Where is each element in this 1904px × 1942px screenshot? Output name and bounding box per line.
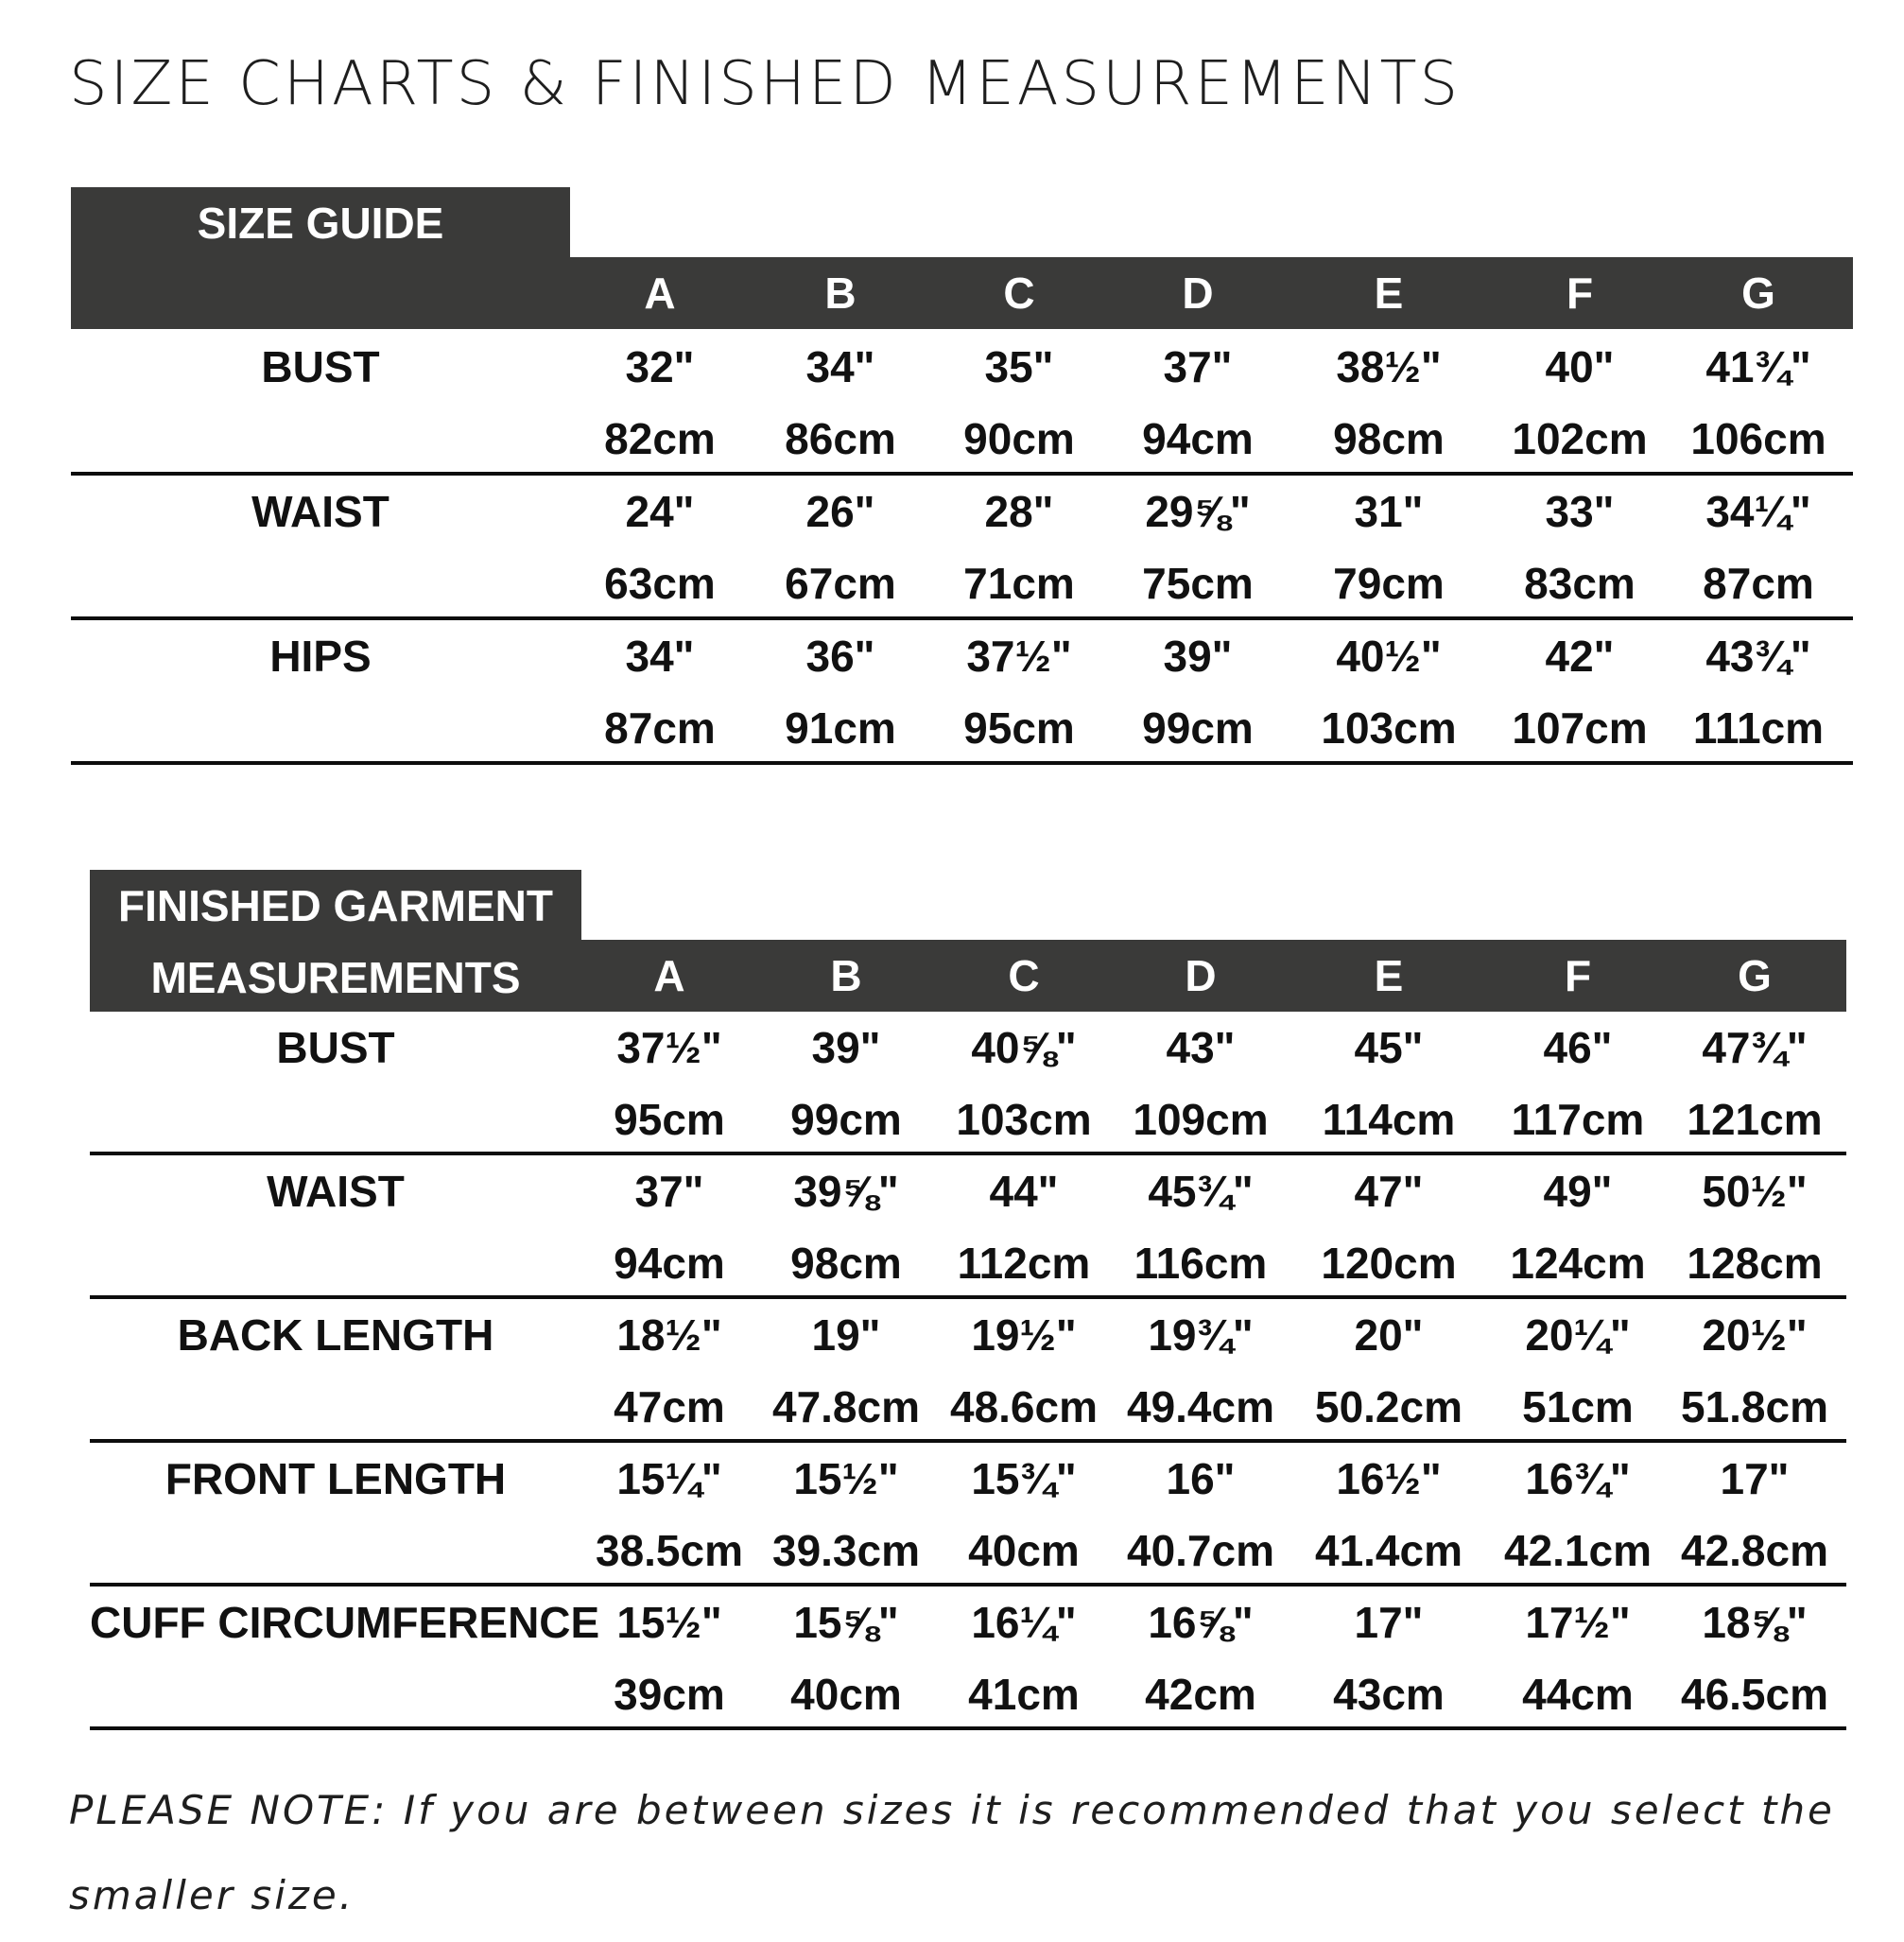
cell-cm-g: 128cm — [1687, 1239, 1823, 1288]
cell-cm-g: 106cm — [1690, 414, 1826, 463]
cell-cm-g: 111cm — [1692, 703, 1825, 753]
table-row — [90, 1587, 1846, 1730]
cell-cm-b: 39.3cm — [771, 1526, 920, 1575]
column-header-c: C — [1008, 951, 1040, 1000]
cell-cm-b: 98cm — [790, 1239, 902, 1288]
cell-inches-f: 33" — [1545, 487, 1615, 536]
cell-cm-c: 90cm — [963, 414, 1075, 463]
column-header-b: B — [830, 951, 862, 1000]
cell-inches-a: 32" — [625, 342, 695, 391]
cell-cm-a: 38.5cm — [595, 1526, 743, 1575]
cell-cm-a: 39cm — [614, 1670, 725, 1719]
cell-inches-b: 19" — [811, 1310, 881, 1360]
finished-garment-table — [90, 870, 1846, 1732]
cell-cm-c: 71cm — [963, 559, 1075, 608]
cell-inches-f: 42" — [1545, 632, 1615, 681]
cell-cm-e: 114cm — [1322, 1095, 1456, 1144]
cell-cm-c: 48.6cm — [949, 1382, 1098, 1431]
cell-cm-d: 99cm — [1142, 703, 1254, 753]
cell-inches-a: 15¼" — [616, 1454, 722, 1503]
note-text: PLEASE NOTE: If you are between sizes it is recommended that you select the smaller size. — [69, 1787, 1835, 1918]
finished-garment-title — [90, 870, 581, 1012]
page-title: SIZE CHARTS & FINISHED MEASUREMENTS — [69, 49, 1462, 119]
row-label: BUST — [276, 1023, 395, 1072]
cell-inches-a: 18½" — [616, 1310, 722, 1360]
cell-inches-c: 15¾" — [971, 1454, 1077, 1503]
cell-cm-d: 109cm — [1133, 1095, 1269, 1144]
cell-inches-a: 34" — [625, 632, 695, 681]
cell-cm-b: 99cm — [790, 1095, 902, 1144]
cell-cm-c: 95cm — [963, 703, 1075, 753]
cell-cm-e: 41.4cm — [1314, 1526, 1463, 1575]
cell-cm-a: 87cm — [604, 703, 716, 753]
cell-inches-f: 16¾" — [1525, 1454, 1631, 1503]
cell-inches-d: 45¾" — [1148, 1167, 1254, 1216]
cell-cm-b: 67cm — [785, 559, 896, 608]
cell-inches-c: 44" — [989, 1167, 1059, 1216]
cell-cm-d: 75cm — [1142, 559, 1254, 608]
cell-inches-c: 35" — [984, 342, 1054, 391]
table-row — [71, 476, 1853, 620]
cell-inches-b: 15½" — [793, 1454, 899, 1503]
row-label: CUFF CIRCUMFERENCE — [90, 1598, 600, 1647]
cell-inches-c: 28" — [984, 487, 1054, 536]
cell-inches-g: 50½" — [1702, 1167, 1808, 1216]
cell-cm-g: 87cm — [1703, 559, 1814, 608]
cell-inches-f: 17½" — [1525, 1598, 1631, 1647]
row-label: FRONT LENGTH — [164, 1454, 507, 1503]
row-label: WAIST — [267, 1167, 405, 1216]
cell-inches-c: 40⅝" — [971, 1023, 1077, 1072]
cell-cm-e: 98cm — [1333, 414, 1445, 463]
cell-cm-e: 79cm — [1333, 559, 1445, 608]
column-header-a: A — [644, 269, 676, 318]
cell-inches-a: 37½" — [616, 1023, 722, 1072]
cell-inches-e: 47" — [1354, 1167, 1424, 1216]
column-header-g: G — [1741, 269, 1775, 318]
cell-cm-b: 47.8cm — [771, 1382, 920, 1431]
row-label: BACK LENGTH — [177, 1310, 494, 1360]
column-header-d: D — [1182, 269, 1214, 318]
cell-cm-f: 51cm — [1522, 1382, 1634, 1431]
cell-cm-g: 42.8cm — [1680, 1526, 1828, 1575]
cell-inches-b: 34" — [805, 342, 875, 391]
cell-inches-d: 37" — [1163, 342, 1233, 391]
cell-cm-d: 116cm — [1134, 1239, 1268, 1288]
cell-cm-g: 121cm — [1687, 1095, 1823, 1144]
cell-cm-c: 40cm — [968, 1526, 1080, 1575]
cell-cm-d: 49.4cm — [1126, 1382, 1274, 1431]
column-header-c: C — [1003, 269, 1035, 318]
table-row — [71, 620, 1853, 765]
row-label: HIPS — [269, 632, 372, 681]
cell-cm-g: 46.5cm — [1680, 1670, 1828, 1719]
cell-inches-b: 36" — [805, 632, 875, 681]
cell-inches-b: 39⅝" — [793, 1167, 899, 1216]
table-row — [90, 1443, 1846, 1587]
cell-inches-d: 19¾" — [1148, 1310, 1254, 1360]
cell-cm-b: 40cm — [790, 1670, 902, 1719]
row-label: WAIST — [251, 487, 389, 536]
cell-inches-g: 41¾" — [1705, 342, 1811, 391]
cell-cm-b: 91cm — [785, 703, 896, 753]
row-divider — [71, 761, 1853, 765]
cell-inches-d: 39" — [1163, 632, 1233, 681]
cell-cm-e: 103cm — [1321, 703, 1457, 753]
cell-cm-c: 41cm — [968, 1670, 1080, 1719]
cell-cm-a: 82cm — [604, 414, 716, 463]
cell-inches-g: 34¼" — [1705, 487, 1811, 536]
cell-inches-c: 16¼" — [971, 1598, 1077, 1647]
row-divider — [90, 1726, 1846, 1730]
cell-inches-a: 15½" — [616, 1598, 722, 1647]
cell-cm-f: 107cm — [1512, 703, 1648, 753]
cell-cm-d: 94cm — [1142, 414, 1254, 463]
cell-cm-c: 103cm — [956, 1095, 1092, 1144]
cell-cm-d: 42cm — [1145, 1670, 1256, 1719]
cell-cm-a: 95cm — [614, 1095, 725, 1144]
cell-cm-g: 51.8cm — [1680, 1382, 1828, 1431]
cell-inches-e: 20" — [1354, 1310, 1424, 1360]
cell-inches-e: 17" — [1354, 1598, 1424, 1647]
cell-inches-b: 15⅝" — [793, 1598, 899, 1647]
column-header-f: F — [1566, 269, 1594, 318]
table-row — [90, 1155, 1846, 1299]
cell-cm-f: 117cm — [1511, 1095, 1645, 1144]
cell-cm-f: 124cm — [1510, 1239, 1646, 1288]
column-header-e: E — [1374, 951, 1404, 1000]
cell-cm-e: 43cm — [1333, 1670, 1445, 1719]
column-header-e: E — [1374, 269, 1404, 318]
column-header-g: G — [1738, 951, 1772, 1000]
cell-inches-g: 20½" — [1702, 1310, 1808, 1360]
table-row — [90, 1299, 1846, 1443]
cell-inches-d: 16" — [1166, 1454, 1236, 1503]
cell-inches-g: 43¾" — [1705, 632, 1811, 681]
column-header-a: A — [653, 951, 685, 1000]
cell-inches-a: 37" — [634, 1167, 704, 1216]
cell-inches-e: 31" — [1354, 487, 1424, 536]
cell-inches-b: 39" — [811, 1023, 881, 1072]
column-header-f: F — [1564, 951, 1592, 1000]
cell-inches-c: 19½" — [971, 1310, 1077, 1360]
cell-inches-d: 43" — [1166, 1023, 1236, 1072]
row-label: BUST — [261, 342, 380, 391]
cell-inches-g: 47¾" — [1702, 1023, 1808, 1072]
cell-inches-e: 40½" — [1336, 632, 1442, 681]
cell-cm-e: 50.2cm — [1314, 1382, 1463, 1431]
column-header-b: B — [824, 269, 857, 318]
cell-cm-a: 63cm — [604, 559, 716, 608]
cell-cm-f: 102cm — [1512, 414, 1648, 463]
cell-cm-d: 40.7cm — [1126, 1526, 1274, 1575]
finished-garment-title-line1: FINISHED GARMENT — [118, 881, 553, 930]
cell-inches-f: 46" — [1543, 1023, 1613, 1072]
cell-cm-f: 44cm — [1522, 1670, 1634, 1719]
cell-cm-f: 83cm — [1524, 559, 1636, 608]
finished-garment-title-line2: MEASUREMENTS — [150, 953, 521, 1002]
cell-cm-c: 112cm — [957, 1239, 1091, 1288]
cell-inches-b: 26" — [805, 487, 875, 536]
cell-inches-a: 24" — [625, 487, 695, 536]
cell-cm-e: 120cm — [1321, 1239, 1457, 1288]
cell-inches-f: 40" — [1545, 342, 1615, 391]
cell-inches-g: 17" — [1720, 1454, 1790, 1503]
cell-inches-g: 18⅝" — [1702, 1598, 1808, 1647]
cell-cm-a: 47cm — [614, 1382, 725, 1431]
column-header-d: D — [1185, 951, 1217, 1000]
table-row — [90, 1012, 1846, 1155]
cell-cm-b: 86cm — [785, 414, 896, 463]
cell-inches-f: 49" — [1543, 1167, 1613, 1216]
cell-cm-a: 94cm — [614, 1239, 725, 1288]
cell-inches-c: 37½" — [966, 632, 1072, 681]
cell-inches-d: 16⅝" — [1148, 1598, 1254, 1647]
cell-inches-f: 20¼" — [1525, 1310, 1631, 1360]
cell-inches-d: 29⅝" — [1145, 487, 1251, 536]
cell-inches-e: 16½" — [1336, 1454, 1442, 1503]
table-row — [71, 331, 1853, 476]
cell-inches-e: 45" — [1354, 1023, 1424, 1072]
size-guide-table — [71, 187, 1853, 766]
size-guide-title: SIZE GUIDE — [71, 187, 570, 259]
cell-cm-f: 42.1cm — [1503, 1526, 1652, 1575]
cell-inches-e: 38½" — [1336, 342, 1442, 391]
